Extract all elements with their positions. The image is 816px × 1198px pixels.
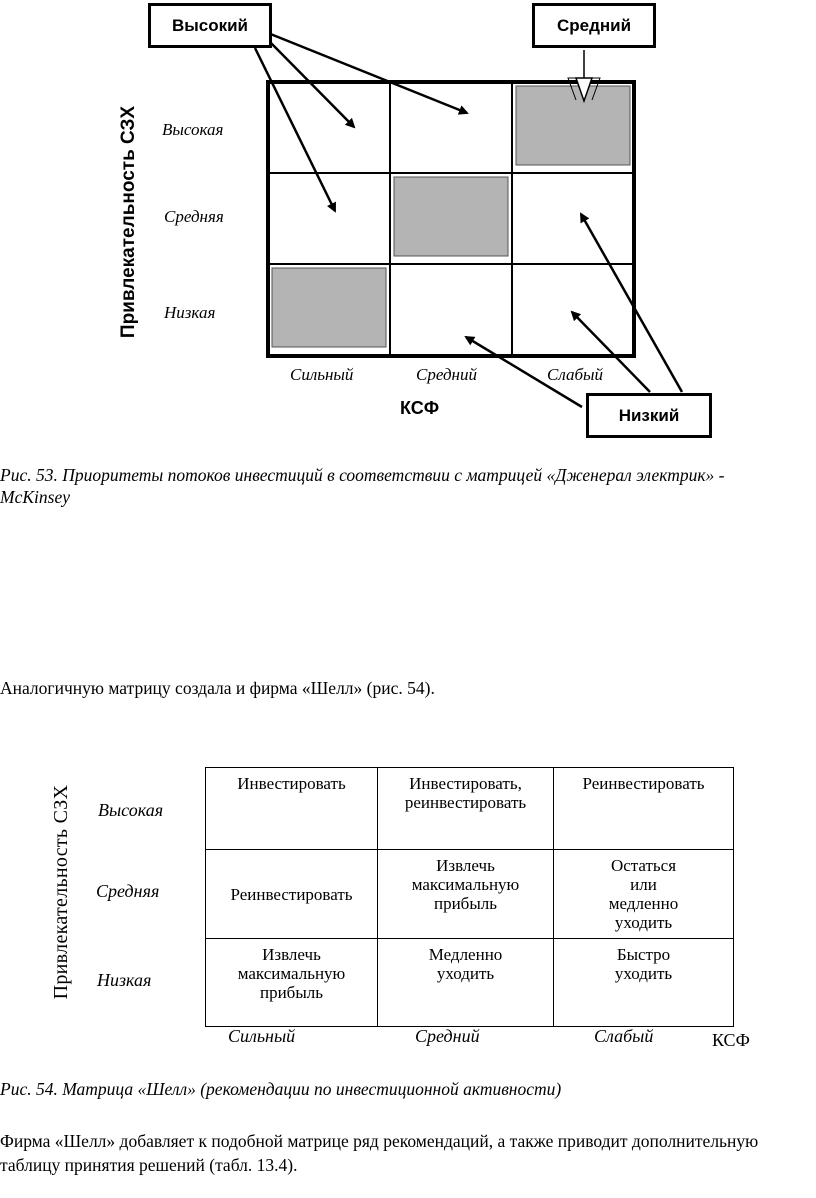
ge-mckinsey-figure (0, 0, 816, 450)
table-row (206, 850, 734, 939)
shell-cell-low-strong: Извлечь максимальную прибыль (206, 939, 378, 1027)
shell-y-axis-label: Привлекательность СЗХ (50, 784, 72, 1000)
shell-cell-high-medium: Инвестировать, реинвестировать (378, 768, 554, 850)
ge-row-label-low: Низкая (164, 303, 216, 322)
level-box-high: Высокий (148, 3, 272, 48)
level-box-low: Низкий (586, 393, 712, 438)
table-row (206, 768, 734, 850)
shell-x-axis-label: КСФ (712, 1030, 750, 1050)
ge-shaded-cell-high-weak (516, 86, 630, 165)
ge-cell-medium-strong (268, 173, 390, 264)
shell-row-label-high: Высокая (98, 800, 164, 820)
shell-matrix-table (205, 767, 734, 1027)
ge-col-label-weak: Слабый (547, 365, 604, 384)
table-row (206, 939, 734, 1027)
shell-col-label-strong: Сильный (228, 1026, 296, 1046)
ge-row-label-high: Высокая (162, 120, 224, 139)
ge-cell-medium-weak (512, 173, 634, 264)
ge-shaded-cell-low-strong (272, 268, 386, 347)
ge-col-label-strong: Сильный (290, 365, 354, 384)
ge-matrix-grid (268, 82, 634, 355)
shell-row-label-low: Низкая (97, 970, 152, 990)
ge-y-axis-label: Привлекательность СЗХ (118, 105, 139, 339)
level-box-medium: Средний (532, 3, 656, 48)
figure-53-caption: Рис. 53. Приоритеты потоков инвестиций в соответствии с матрицей «Дженерал электрик» - McKinsey (0, 465, 725, 507)
shell-col-label-medium: Средний (415, 1026, 480, 1046)
ge-col-label-medium: Средний (416, 365, 477, 384)
shell-cell-medium-weak: Остаться или медленно уходить (554, 850, 734, 939)
figure-54-caption: Рис. 54. Матрица «Шелл» (рекомендации по инвестиционной активности) (0, 1079, 562, 1099)
shell-cell-low-medium: Медленно уходить (378, 939, 554, 1027)
shell-cell-high-weak: Реинвестировать (554, 768, 734, 850)
shell-cell-high-strong: Инвестировать (206, 768, 378, 850)
shell-row-label-medium: Средняя (96, 881, 160, 901)
shell-cell-low-weak: Быстро уходить (554, 939, 734, 1027)
shell-cell-medium-medium: Извлечь максимальную прибыль (378, 850, 554, 939)
shell-cell-medium-strong: Реинвестировать (206, 850, 378, 939)
closing-paragraph: Фирма «Шелл» добавляет к подобной матрице ряд рекомендаций, а также приводит дополнительную таблицу принятия решений (табл. 13.4). (0, 1131, 759, 1175)
shell-col-label-weak: Слабый (594, 1026, 654, 1046)
ge-cell-high-medium (390, 82, 512, 173)
ge-cell-low-medium (390, 264, 512, 355)
ge-shaded-cell-medium-medium (394, 177, 508, 256)
ge-cell-high-strong (268, 82, 390, 173)
ge-row-label-medium: Средняя (164, 207, 224, 226)
intro-paragraph: Аналогичную матрицу создала и фирма «Шелл» (рис. 54). (0, 678, 435, 698)
ge-x-axis-label: КСФ (400, 398, 440, 418)
